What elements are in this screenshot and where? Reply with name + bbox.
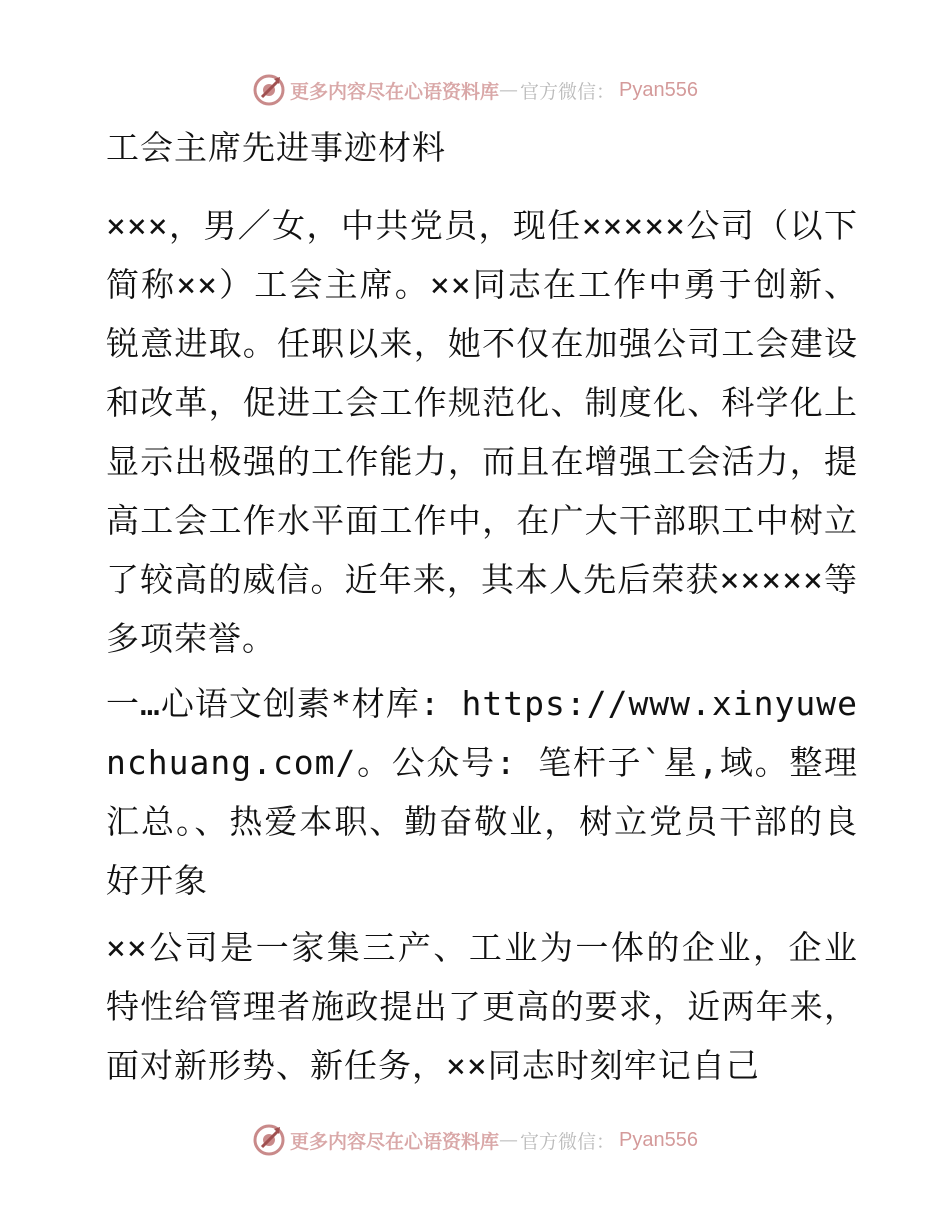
watermark-text: 更多内容尽在心语资料库	[290, 1130, 500, 1153]
document-title: 工会主席先进事迹材料	[106, 128, 446, 167]
watermark-footer	[0, 1120, 950, 1160]
paragraph-company: ××公司是一家集三产、工业为一体的企业，企业特性给管理者施政提出了更高的要求，近两年来，面对新形势、新任务，××同志时刻牢记自己	[106, 928, 858, 1085]
watermark-wechat-id: Pyan556	[619, 1128, 698, 1151]
paragraph-section-one: 一…心语文创素*材库: https://www.xinyuwenchuang.com/。公众号: 笔杆子`星,域。整理汇总。、热爱本职、勤奋敬业，树立党员干部的良好开象	[106, 684, 858, 900]
watermark-official: 官方微信：	[520, 1130, 616, 1153]
watermark-separator: —	[499, 1129, 519, 1151]
watermark-separator: —	[499, 79, 519, 101]
watermark-header	[0, 70, 950, 110]
watermark-official: 官方微信：	[520, 80, 616, 103]
watermark-text: 更多内容尽在心语资料库	[290, 80, 500, 103]
watermark-logo-icon	[252, 1123, 286, 1157]
paragraph-intro: ×××，男／女，中共党员，现任×××××公司（以下简称××）工会主席。××同志在工作中勇于创新、锐意进取。任职以来，她不仅在加强公司工会建设和改革，促进工会工作规范化、制度化、科学化上显示出极强的工作能力，而且在增强工会活力，提高工会工作水平面工作中，在广大干部职工中树立了较高的威信。近年来，其本人先后荣获×××××等多项荣誉。	[106, 206, 858, 658]
watermark-wechat-id: Pyan556	[619, 78, 698, 101]
document-body	[98, 122, 858, 1095]
watermark-logo-icon	[252, 73, 286, 107]
